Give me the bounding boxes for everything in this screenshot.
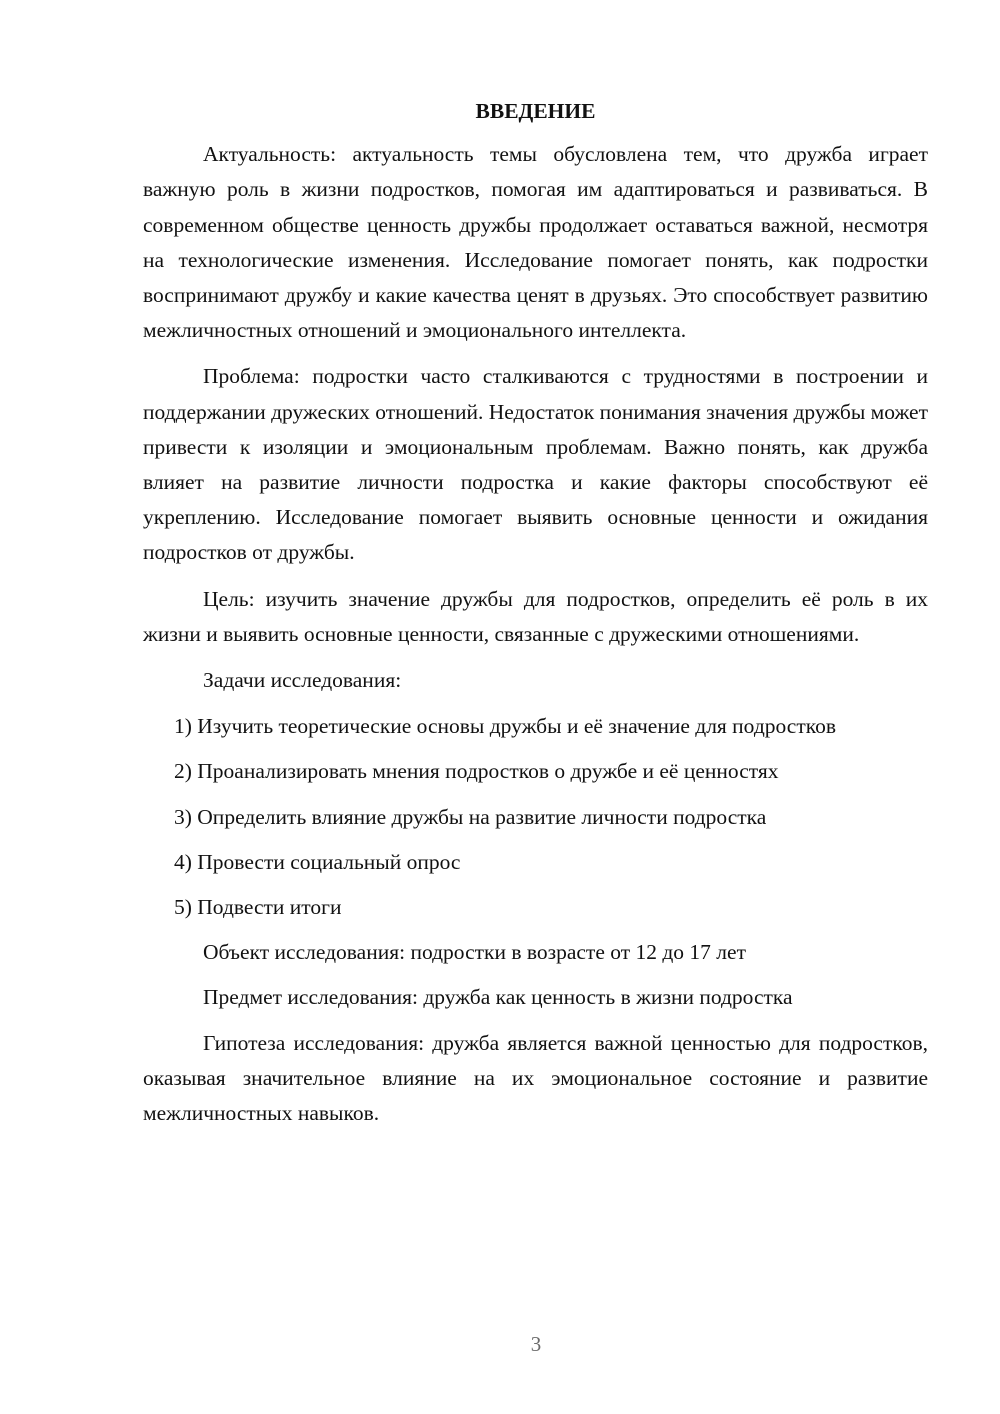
page-body: [143, 94, 928, 1142]
tasks-heading: Задачи исследования:: [203, 668, 402, 693]
tasks-list: [143, 709, 928, 925]
object-paragraph: Объект исследования: подростки в возрасте от 12 до 17 лет: [203, 940, 746, 965]
relevance-paragraph: Актуальность: актуальность темы обусловлена тем, что дружба играет важную роль в жизни подростков, помогая им адаптироваться и развиваться. В современном обществе ценность дружбы продолжает оставаться важной, несмотря на технологические изменения. Исследование помогает понять, как подростки воспринимают дружбу и какие качества ценят в друзьях. Это способствует развитию межличностных отношений и эмоционального интеллекта.: [143, 142, 928, 343]
hypothesis-paragraph: Гипотеза исследования: дружба является важной ценностью для подростков, оказывая значительное влияние на их эмоциональное состояние и развитие межличностных навыков.: [143, 1030, 928, 1126]
section-title: ВВЕДЕНИЕ: [475, 99, 596, 123]
task-item: 1) Изучить теоретические основы дружбы и её значение для подростков: [174, 714, 836, 739]
problem-paragraph: Проблема: подростки часто сталкиваются с трудностями в построении и поддержании дружеских отношений. Недостаток понимания значения дружбы может привести к изоляции и эмоциональным проблемам. Важно понять, как дружба влияет на развитие личности подростка и какие факторы способствуют её укреплению. Исследование помогает выявить основные ценности и ожидания подростков от дружбы.: [143, 364, 928, 565]
task-item: 5) Подвести итоги: [174, 895, 342, 920]
subject-paragraph: Предмет исследования: дружба как ценность в жизни подростка: [203, 985, 793, 1010]
task-item: 4) Провести социальный опрос: [174, 849, 461, 874]
task-item: 2) Проанализировать мнения подростков о дружбе и её ценностях: [174, 759, 779, 784]
task-item: 3) Определить влияние дружбы на развитие личности подростка: [174, 804, 767, 829]
goal-paragraph: Цель: изучить значение дружбы для подростков, определить её роль в их жизни и выявить основные ценности, связанные с дружескими отношениями.: [143, 586, 928, 646]
page-number: 3: [530, 1332, 542, 1356]
